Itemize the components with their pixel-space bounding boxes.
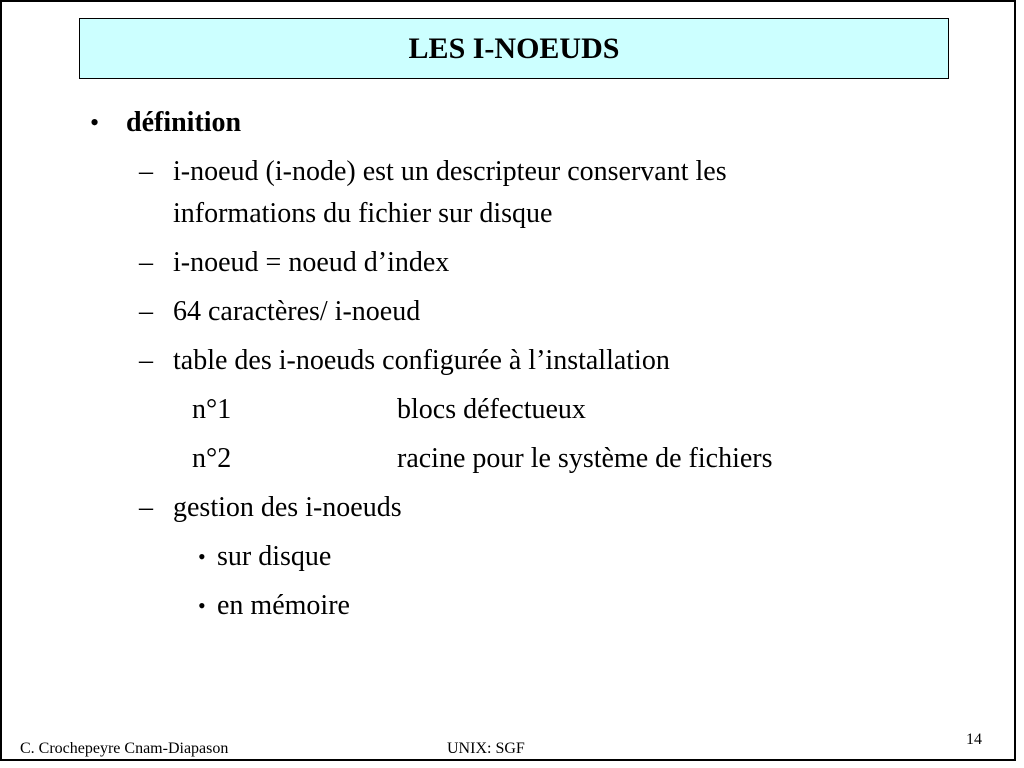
inode-description: racine pour le système de fichiers	[397, 443, 773, 474]
heading-definition: définition	[126, 107, 242, 138]
item-3: 64 caractères/ i-noeud	[173, 296, 421, 327]
slide-title: LES I-NOEUDS	[408, 31, 620, 65]
page-number: 14	[966, 731, 982, 748]
item-dash: –	[139, 345, 153, 376]
inode-description: blocs défectueux	[397, 394, 586, 425]
inode-number: n°2	[192, 443, 232, 474]
item-1-line-2: informations du fichier sur disque	[173, 198, 553, 229]
item-dash: –	[139, 296, 153, 327]
title-box	[79, 18, 949, 79]
sub-item-memory: en mémoire	[217, 590, 350, 621]
item-dash: –	[139, 492, 153, 523]
item-dash: –	[139, 247, 153, 278]
inode-number: n°1	[192, 394, 232, 425]
item-2: i-noeud = noeud d’index	[173, 247, 450, 278]
item-dash: –	[139, 156, 153, 187]
sub-item-disk: sur disque	[217, 541, 332, 572]
footer-author: C. Crochepeyre Cnam-Diapason	[20, 740, 229, 757]
item-4: table des i-noeuds configurée à l’installation	[173, 345, 670, 376]
sub-bullet: •	[198, 593, 206, 618]
sub-bullet: •	[198, 544, 206, 569]
heading-bullet: •	[90, 108, 100, 137]
item-5: gestion des i-noeuds	[173, 492, 402, 523]
item-1-line-1: i-noeud (i-node) est un descripteur conservant les	[173, 156, 727, 187]
footer-course: UNIX: SGF	[447, 740, 525, 757]
